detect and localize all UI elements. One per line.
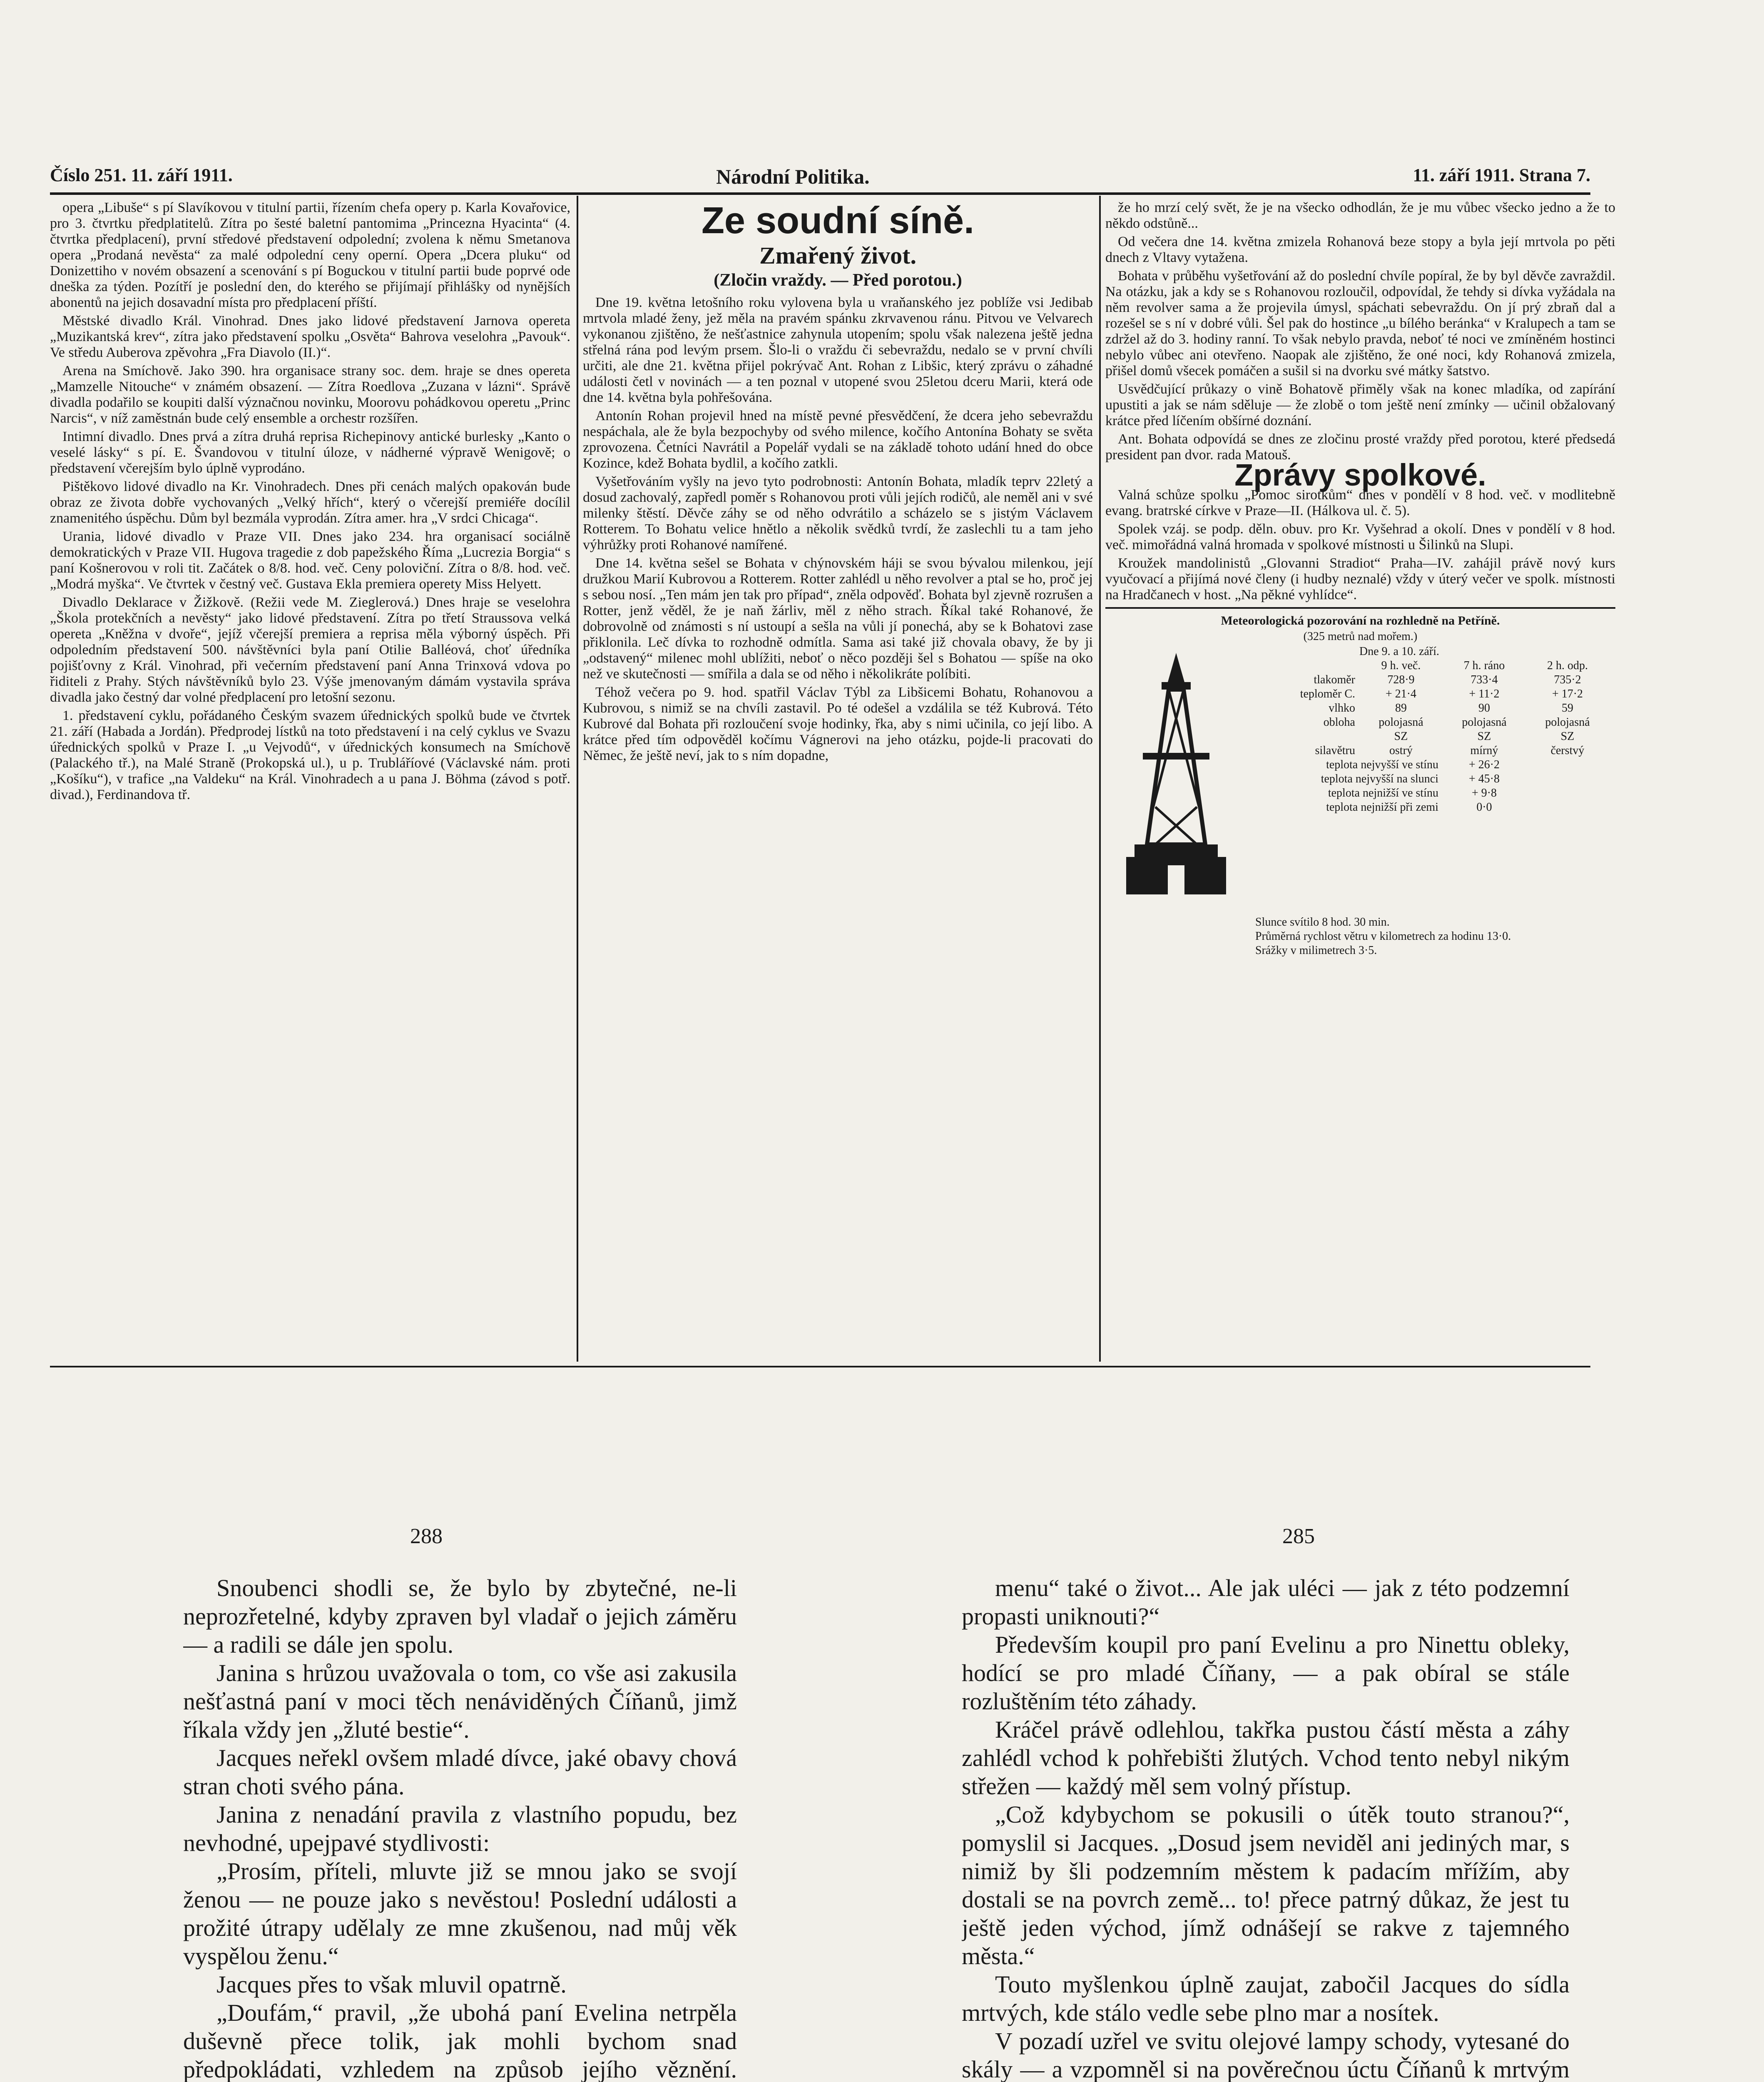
article-paragraph: opera „Libuše“ s pí Slavíkovou v titulní partii, řízením chefa opery p. Karla Kovařovice, pro 3. čtvrtku předplatitelů. Zítra po šesté baletní pantomima „Princezna Hyacinta“ (4. čtvrtka předplacení), první středové představení odpolední; zvolena k němu Smetanova opera „Prodaná nevěsta“ za malé odpolední ceny operní. Opera „Dcera pluku“ od Donizettiho v novém obsazení a scenování s pí Boguckou v titulní partii bude poprvé ode dneška za týden. Pozítří je poslední den, do kterého se přijímají přihlášky od nynějších abonentů na jejich dosavadní místa pro předplacení příští. bbox=[50, 200, 570, 310]
meteo-label: teplota nejvyšší ve stínu bbox=[1326, 758, 1438, 771]
book-page-number: 285 bbox=[1282, 1524, 1315, 1548]
meteo-wind: Průměrná rychlost větru v kilometrech za hodinu 13·0. bbox=[1255, 930, 1511, 943]
book-page-number: 288 bbox=[410, 1524, 443, 1548]
club-notice: Kroužek mandolinistů „Glovanni Stradiot“ Praha—IV. zahájil právě nový kurs vyučovací a přijímá nové členy (i hudby neznalé) vždy v úterý večer ve spolk. místnosti na Hradčanech v host. „Na pěkné vyhlídce“. bbox=[1105, 555, 1615, 603]
meteo-extreme bbox=[1230, 772, 1615, 786]
novel-paragraph: Janina s hrůzou uvažovala o tom, co vše asi zakusila nešťastná paní v moci těch nenáviděných Číňanů, jimž říkala vždy jen „žluté bestie“. bbox=[183, 1659, 737, 1743]
novel-paragraph: Touto myšlenkou úplně zaujat, zabočil Jacques do sídla mrtvých, kde stálo vedle sebe plno mar a nosítek. bbox=[962, 1971, 1570, 2026]
novel-paragraph: Jacques přes to však mluvil opatrně. bbox=[216, 1971, 567, 1998]
article-paragraph: Antonín Rohan projevil hned na místě pevné přesvědčení, že dcera jeho sebevraždu nespáchala, ale že byla bezpochyby od svého milence, kočího Antonína Bohaty se světa zprovozena. Četníci Navrátil a Popelář vydali se na základě tohoto udání hned do obce Kozince, kdež Bohata bydlil, a kočího zatkli. bbox=[583, 408, 1093, 471]
article-kicker: (Zločin vraždy. — Před porotou.) bbox=[714, 271, 962, 290]
section-rule bbox=[50, 1366, 1590, 1367]
club-notice: Spolek vzáj. se podp. děln. obuv. pro Kr. Vyšehrad a okolí. Dnes v pondělí v 8 hod. več. mimořádná valná hromada v spolkové místnosti u Šilinků na Slupi. bbox=[1105, 521, 1615, 553]
meteo-time: 7 h. ráno bbox=[1463, 659, 1505, 672]
header-masthead: Národní Politika. bbox=[716, 165, 870, 188]
article-paragraph: Vyšetřováním vyšly na jevo tyto podrobnosti: Antonín Bohata, mladík teprv 22letý a dosud zachovalý, zapředl poměr s Rohanovou proti vůli jejích rodičů, ale neměl ani v své milenky štěstí. Děvče záhy se od něho odvrátilo a scházelo se s jistým Václavem Rotterem. To Bohatu velice hnětlo a několik svědků tvrdí, že zaslechli tu a tam jeho výhrůžky proti Rohanové namířené. bbox=[583, 474, 1093, 553]
meteo-value: + 17·2 bbox=[1552, 687, 1583, 700]
article-paragraph: Městské divadlo Král. Vinohrad. Dnes jako lidové představení Jarnova opereta „Muzikantská krev“, zítra jako představení spolku „Osvěta“ Bahrova veselohra „Pavouk“. Ve středu Auberova zpěvohra „Fra Diavolo (II.)“. bbox=[50, 313, 570, 360]
novel-paragraph: „Což kdybychom se pokusili o útěk touto stranou?“, pomyslil si Jacques. „Dosud jsem neviděl ani jediných mar, s nimiž by šli podzemním městem k padacím mřížím, aby dostali se na povrch země... to! přece patrný důkaz, že jest tu ještě jeden východ, jímž odnášejí se rakve z tajemného města.“ bbox=[962, 1801, 1570, 1970]
meteo-label: tlakoměr bbox=[1314, 673, 1355, 686]
divider bbox=[1105, 607, 1615, 609]
meteo-value: polojasná bbox=[1378, 716, 1423, 729]
meteo-value: + 21·4 bbox=[1385, 687, 1417, 700]
meteo-label: obloha bbox=[1323, 716, 1355, 729]
meteo-extreme bbox=[1230, 800, 1615, 814]
novel-paragraph: Především koupil pro paní Evelinu a pro Ninettu obleky, hodící se pro mladé Číňany, — a pak obíral se stále rozluštěním této záhady. bbox=[962, 1631, 1570, 1715]
meteo-table bbox=[1230, 645, 1615, 814]
meteo-value: 735·2 bbox=[1554, 673, 1581, 686]
article-paragraph: Dne 19. května letošního roku vylovena byla u vraňanského jez poblíže vsi Jedibab mrtvola mladé ženy, jež měla na pravém spánku zkrvavenou ránu. Pitvou ve Velvarech vykonanou zjištěno, že nešťastnice zahynula utopením; spolu však nalezena ještě jedna střelná rána pod levým prsem. Šlo-li o vraždu či sebevraždu, nedalo se v první chvíli určiti, ale dne 21. května přijel pokrývač Ant. Rohan z Libšic, který zprávu o záhadné události četl v novinách — a ten poznal v utopené svou 25letou dceru Marii, která ode dne 14. května byla pohřešována. bbox=[583, 295, 1093, 405]
novel-paragraph: Snoubenci shodli se, že bylo by zbytečné, ne-li neprozřetelné, kdyby zpraven byl vladař o jejich záměru — a radili se dále jen spolu. bbox=[183, 1574, 737, 1658]
meteo-value: + 45·8 bbox=[1468, 772, 1500, 785]
article-paragraph: 1. představení cyklu, pořádaného Českým svazem úřednických spolků bude ve čtvrtek 21. září (Habada a Jordán). Předprodej lístků na toto představení i na celý cyklus ve Svazu úřednických spolků v Praze I. „u Vejvodů“, v úřednických konsumech na Smíchově (Palackého tř.), na Malé Straně (Prokopská ul.), u p. Trubláříové (Václavské nám. proti „Košíku“), v trafice „na Valdeku“ na Král. Vinohradech a u pana J. Böhma (závod s potř. divad.), Ferdinandova tř. bbox=[50, 708, 570, 802]
meteo-extreme bbox=[1230, 758, 1615, 772]
article-paragraph: Pištěkovo lidové divadlo na Kr. Vinohradech. Dnes při cenách malých opakován bude obraz ze života dobře vychovaných „Velký hřích“, který o včerejší premiéře docílil znamenitého úspěchu. Dům byl bezmála vyprodán. Zítra amer. hra „V srdci Chicaga“. bbox=[50, 479, 570, 526]
meteo-value: + 26·2 bbox=[1468, 758, 1500, 771]
meteo-value: 733·4 bbox=[1470, 673, 1498, 686]
right-column bbox=[1105, 200, 1615, 1362]
article-paragraph: Téhož večera po 9. hod. spatřil Václav Týbl za Libšicemi Bohatu, Rohanovou a Kubrovou, s nimiž se na chvíli zastavil. Po té odešel a vzdálila se též Kubrová. Této Kubrové dal Bohata při rozloučení svoje hodinky, řka, aby s nimi učinila, co její libo. A krátce před tím odpověděl kočímu Vágnerovi na jeho otázku, pojde-li pracovati do Němec, že ještě neví, jak to s ním dopadne, bbox=[583, 685, 1093, 763]
meteo-subtitle: (325 metrů nad mořem.) bbox=[1303, 630, 1418, 643]
meteo-label: teploměr C. bbox=[1300, 687, 1355, 700]
meteo-label: teplota nejnižší při zemi bbox=[1326, 801, 1438, 814]
meteo-value: + 9·8 bbox=[1471, 787, 1497, 799]
page-header bbox=[50, 164, 1590, 189]
meteo-row bbox=[1230, 673, 1615, 687]
article-paragraph: Dne 14. května sešel se Bohata v chýnovském háji se svou bývalou milenkou, její družkou Marií Kubrovou a Rotterem. Rotter zahlédl u něho revolver a ptal se ho, proč jej s sebou nosí. „Ten mám jen tak pro případ“, zněla odpověď. Bohata byl zjevně rozrušen a Rotter, jenž věděl, že je naň žárliv, měl z něho strach. Říkal také Rohanové, že dobrovolně od známosti s ní ustoupí a sešla na vůli jí ponechá, aby se k Bohatovi zase přiklonila. Leč dívka to rozhodně odmítla. Sama asi také již chovala obavy, že by ji „odstavený“ milenec mohl ublížiti, neboť o něco později šel s Bohatou — spíše na oko než ve skutečnosti — smířila a dala se od něho i několikráte políbiti. bbox=[583, 555, 1093, 682]
meteo-value: + 11·2 bbox=[1469, 687, 1500, 700]
novel-paragraph: menu“ také o život... Ale jak uléci — jak z této podzemní propasti uniknouti?“ bbox=[962, 1574, 1570, 1630]
article-title: Zmařený život. bbox=[759, 242, 916, 269]
meteo-date-row bbox=[1230, 645, 1615, 659]
meteo-value: 59 bbox=[1562, 702, 1573, 715]
meteo-rain: Srážky v milimetrech 3·5. bbox=[1255, 944, 1377, 957]
article-paragraph: že ho mrzí celý svět, že je na všecko odhodlán, že je mu vůbec všecko jedno a že to někdo odstůně... bbox=[1105, 200, 1615, 231]
meteo-value: SZ bbox=[1477, 730, 1491, 743]
header-date-page: 11. září 1911. Strana 7. bbox=[1413, 165, 1590, 185]
meteo-value: 90 bbox=[1478, 702, 1490, 715]
header-issue: Číslo 251. 11. září 1911. bbox=[50, 165, 233, 185]
petrin-tower-icon bbox=[1122, 649, 1230, 899]
meteo-value: polojasná bbox=[1462, 716, 1507, 729]
article-paragraph: Urania, lidové divadlo v Praze VII. Dnes jako 234. hra organisací sociálně demokratických v Praze VII. Hugova tragedie z dob papežského Říma „Lucrezia Borgia“ s paní Košnerovou v roli tit. Začátek o 8/8. hod. več. Ceny poloviční. Zítra o 8/8. hod. več. „Modrá myška“. Ve čtvrtek v čestný več. Gustava Ekla premiera operety Miss Helyett. bbox=[50, 529, 570, 592]
article-paragraph: Divadlo Deklarace v Žižkově. (Režii vede M. Zieglerová.) Dnes hraje se veselohra „Škola protekčních a nevěsty“ jako lidové představení. Zítra po třetí Straussova velká opereta „Kněžna v dvoře“, jejíž včerejší premiera a reprisa měla výborný úspěch. Při odpoledním představení 500. návštěvníci byla paní Otilie Balléová, choť úředníka pojišťovny z Král. Vinohrad, při večerním představení paní Anna Trinxová vdova po řiditeli z Prahy. Stých návštěvníků bylo 23. Výše jmenovaným dámám vystavila správa divadla jako čestný dar volné předplacení pro letošní sezonu. bbox=[50, 595, 570, 705]
theatre-column bbox=[50, 200, 570, 1362]
novel-paragraph: Kráčel právě odlehlou, takřka pustou částí města a záhy zahlédl vchod k pohřebišti žlutých. Vchod tento nebyl nikým střežen — každý měl sem volný přístup. bbox=[962, 1716, 1570, 1800]
meteo-value: 89 bbox=[1395, 702, 1407, 715]
meteo-row bbox=[1230, 744, 1615, 758]
meteo-label: vlhko bbox=[1329, 702, 1355, 715]
court-column bbox=[583, 200, 1093, 1362]
meteo-value: 0·0 bbox=[1476, 801, 1492, 814]
meteo-row bbox=[1230, 701, 1615, 715]
meteo-time: 2 h. odp. bbox=[1547, 659, 1588, 672]
article-paragraph: Usvědčující průkazy o vině Bohatově přiměly však na konec mladíka, od zapírání upustiti a jak se nám sděluje — že zlobě o tom ještě není zmínky — učinil obžalovaný krátce před líčením obšírné doznání. bbox=[1105, 381, 1615, 428]
meteo-label: teplota nejvyšší na slunci bbox=[1321, 772, 1438, 785]
meteo-label bbox=[1230, 730, 1359, 744]
meteo-value: 728·9 bbox=[1387, 673, 1415, 686]
meteo-extreme bbox=[1230, 786, 1615, 800]
meteo-value: mírný bbox=[1470, 744, 1498, 757]
section-heading: Zprávy spolkové. bbox=[1234, 458, 1486, 492]
novel-paragraph: V pozadí uzřel ve svitu olejové lampy schody, vytesané do skály — a vzpomněl si na pověrečnou úctu Číňanů k mrtvým bbox=[962, 2027, 1570, 2082]
meteo-label: teplota nejnižší ve stínu bbox=[1328, 787, 1438, 799]
meteo-row bbox=[1230, 730, 1615, 744]
meteo-sunshine: Slunce svítilo 8 hod. 30 min. bbox=[1255, 916, 1390, 929]
meteo-times-row bbox=[1230, 659, 1615, 673]
novel-paragraph: „Prosím, příteli, mluvte již se mnou jako se svojí ženou — ne pouze jako s nevěstou! Poslední události a prožité útrapy udělaly ze mne zkušenou, nad můj věk vyspělou ženu.“ bbox=[183, 1858, 737, 1970]
section-heading: Ze soudní síně. bbox=[701, 200, 975, 242]
novel-page-left bbox=[183, 1574, 737, 2082]
column-divider bbox=[577, 196, 578, 1362]
novel-paragraph: Janina z nenadání pravila z vlastního popudu, bez nevhodné, upejpavé stydlivosti: bbox=[183, 1801, 737, 1856]
header-rule bbox=[50, 192, 1590, 195]
meteo-date: Dne 9. a 10. září. bbox=[1359, 645, 1440, 658]
meteo-time: 9 h. več. bbox=[1381, 659, 1421, 672]
novel-paragraph: Jacques neřekl ovšem mladé dívce, jaké obavy chová stran choti svého pána. bbox=[183, 1744, 737, 1800]
meteo-value: čerstvý bbox=[1550, 744, 1585, 757]
meteo-value: SZ bbox=[1560, 730, 1575, 743]
meteo-row bbox=[1230, 715, 1615, 730]
novel-paragraph: „Doufám,“ pravil, „že ubohá paní Evelina netrpěla duševně přece tolik, jak mohli bychom snad předpokládati, vzhledem na způsob jejího věznění. bbox=[183, 1999, 737, 2082]
article-paragraph: Bohata v průběhu vyšetřování až do poslední chvíle popíral, že by byl děvče zavraždil. Na otázku, jak a kdy se s Rohanovou rozloučil, odpovídal, že tehdy si dívka vyžádala na něm revolver sama a že projevila úmysl, spáchati sebevraždu. On jí prý zbraň dal a rozešel se s ní v dobré vůli. Šel pak do hostince „u bílého beránka“ v Kralupech a tam se zdržel až do 3. hodiny ranní. To však nebylo pravda, neboť té noci ve zmíněném hostinci nebylo vůbec ani otevřeno. Naopak ale zjištěno, že oné noci, kdy Rohanová zmizela, přišel domů všecek pomáčen a sušil si na dvorku své mátky šatstvo. bbox=[1105, 268, 1615, 379]
meteo-value: ostrý bbox=[1389, 744, 1413, 757]
article-paragraph: Ant. Bohata odpovídá se dnes ze zločinu prosté vraždy před porotou, které předsedá president pan dvor. rada Matouš. bbox=[1105, 431, 1615, 463]
article-paragraph: Intimní divadlo. Dnes prvá a zítra druhá reprisa Richepinovy antické burlesky „Kanto o veselé lásky“ s pí. E. Švandovou v titulní úloze, v nádherné výpravě Wenigově; o představení včerejším bylo úplně vyprodáno. bbox=[50, 429, 570, 476]
club-notice: Valná schůze spolku „Pomoc sirotkům“ dnes v pondělí v 8 hod. več. v modlitebně evang. bratrské církve v Praze—II. (Hálkova ul. č. 5). bbox=[1105, 487, 1615, 518]
meteo-row bbox=[1230, 687, 1615, 701]
meteo-value: polojasná bbox=[1545, 716, 1590, 729]
novel-page-right bbox=[962, 1574, 1570, 2082]
meteo-label: silavětru bbox=[1315, 744, 1355, 757]
article-paragraph: Od večera dne 14. května zmizela Rohanová beze stopy a byla její mrtvola po pěti dnech z Vltavy vytažena. bbox=[1105, 234, 1615, 265]
article-paragraph: Arena na Smíchově. Jako 390. hra organisace strany soc. dem. hraje se dnes opereta „Mamzelle Nitouche“ v známém obsazení. — Zítra Roedlova „Zuzana v lázni“. Správě divadla podařilo se koupiti další význačnou novinku, Moorovu pohádkovou operetu „Princ Narcis“, v níž zaměstnán bude celý ensemble a orchestr rozšířen. bbox=[50, 363, 570, 426]
meteo-title: Meteorologická pozorování na rozhledně na Petříně. bbox=[1221, 614, 1500, 628]
column-divider bbox=[1099, 196, 1101, 1362]
meteo-report bbox=[1105, 645, 1615, 915]
meteo-value: SZ bbox=[1394, 730, 1408, 743]
